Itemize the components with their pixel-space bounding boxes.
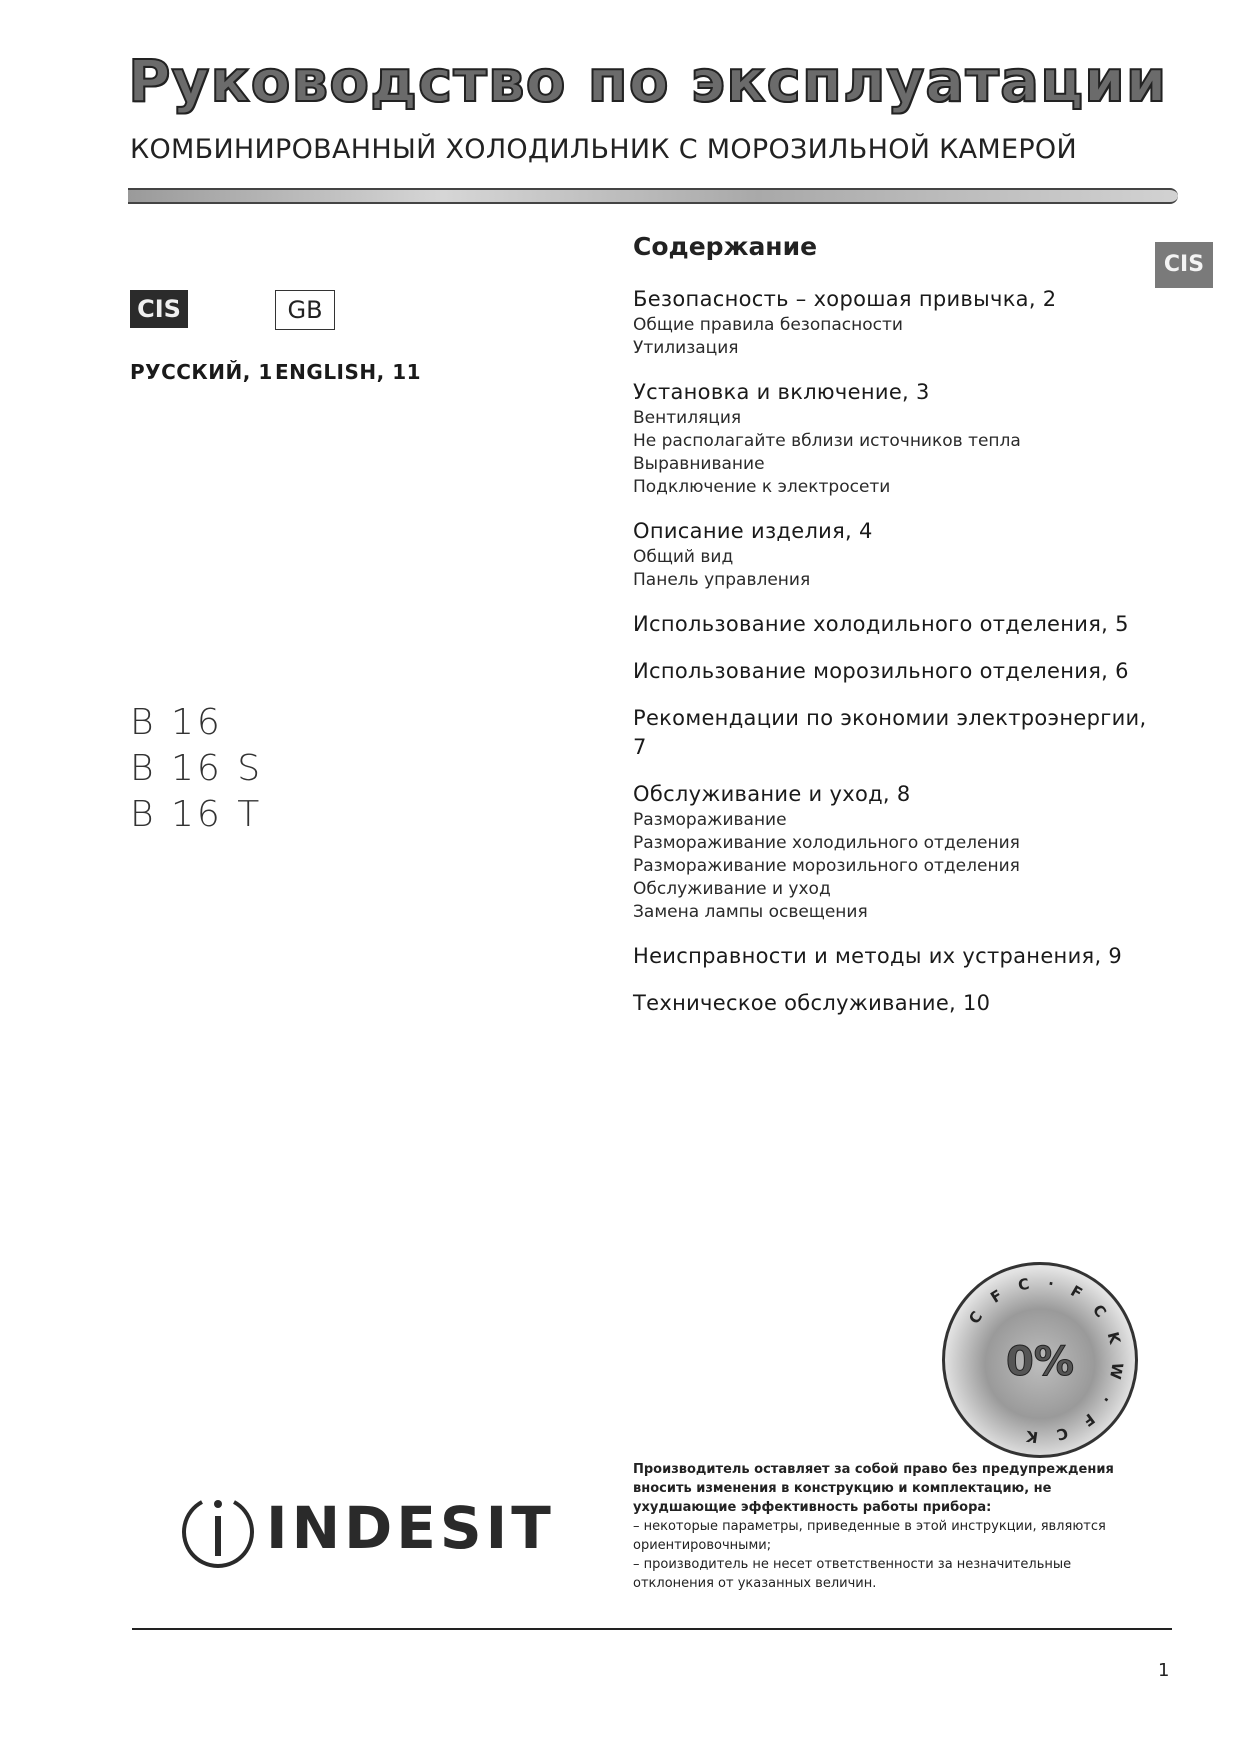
toc-subitem: Размораживание холодильного отделения [633, 833, 1020, 853]
toc-subitem: Утилизация [633, 338, 739, 358]
model-name: B 16 [130, 702, 223, 743]
model-name: B 16 T [130, 794, 263, 835]
toc-section-title: Использование морозильного отделения, 6 [633, 659, 1129, 683]
toc-subitem: Выравнивание [633, 454, 765, 474]
badge-ring-text: C F C · F C K W · F C K [965, 1273, 1127, 1447]
brand-name: INDESIT [266, 1494, 555, 1562]
toc-section-title: Неисправности и методы их устранения, 9 [633, 944, 1123, 968]
toc-subitem: Размораживание морозильного отделения [633, 856, 1020, 876]
toc-section-title: Безопасность – хорошая привычка, 2 [633, 287, 1057, 311]
model-name: B 16 S [130, 748, 264, 789]
toc-subitem: Панель управления [633, 570, 811, 590]
language-badge-gb: GB [275, 290, 335, 330]
language-label-russian: РУССКИЙ, 1 [130, 360, 273, 384]
brand-logo [178, 1488, 555, 1568]
document-title: Руководство по эксплуатации [128, 47, 1168, 115]
toc-subitem: Обслуживание и уход [633, 879, 831, 899]
disclaimer-lead: Производитель оставляет за собой право без предупреждения вносить изменения в конструкцию и комплектацию, не ухудшающие эффективность работы прибора: [633, 1462, 1114, 1515]
power-i-icon [178, 1488, 258, 1568]
cfc-free-badge [942, 1262, 1138, 1458]
toc-section [633, 657, 1153, 686]
toc-section [633, 989, 1153, 1018]
manufacturer-disclaimer [633, 1460, 1133, 1593]
toc-section-title: Описание изделия, 4 [633, 519, 873, 543]
toc-subitem: Общие правила безопасности [633, 315, 903, 335]
toc-section [633, 780, 1153, 924]
contents-heading: Содержание [633, 232, 818, 261]
toc-subitem: Замена лампы освещения [633, 902, 868, 922]
disclaimer-line: – производитель не несет ответственности за незначительные отклонения от указанных величин. [633, 1557, 1072, 1591]
toc-subitem: Размораживание [633, 810, 787, 830]
page-number: 1 [1158, 1660, 1170, 1681]
toc-section-title: Использование холодильного отделения, 5 [633, 612, 1129, 636]
badge-center-text: 0% [1006, 1339, 1074, 1385]
toc-section-title: Обслуживание и уход, 8 [633, 782, 911, 806]
toc-section [633, 285, 1153, 360]
toc-section [633, 704, 1153, 762]
toc-section-title: Рекомендации по экономии электроэнергии, 7 [633, 706, 1147, 759]
toc-subitem: Не располагайте вблизи источников тепла [633, 431, 1021, 451]
toc-section [633, 942, 1153, 971]
toc-subitem: Подключение к электросети [633, 477, 891, 497]
toc-section [633, 378, 1153, 499]
toc-section [633, 610, 1153, 639]
table-of-contents [633, 285, 1153, 1036]
toc-subitem: Вентиляция [633, 408, 742, 428]
toc-section [633, 517, 1153, 592]
footer-divider [132, 1628, 1172, 1630]
section-tab-cis: CIS [1155, 242, 1213, 288]
cfc-free-icon [945, 1265, 1135, 1455]
title-divider [128, 188, 1178, 204]
toc-section-title: Техническое обслуживание, 10 [633, 991, 991, 1015]
disclaimer-line: – некоторые параметры, приведенные в этой инструкции, являются ориентировочными; [633, 1519, 1106, 1553]
document-subtitle: КОМБИНИРОВАННЫЙ ХОЛОДИЛЬНИК С МОРОЗИЛЬНОЙ КАМЕРОЙ [130, 134, 1077, 165]
language-badge-cis: CIS [130, 290, 188, 328]
toc-subitem: Общий вид [633, 547, 734, 567]
language-label-english: ENGLISH, 11 [275, 360, 422, 384]
toc-section-title: Установка и включение, 3 [633, 380, 930, 404]
